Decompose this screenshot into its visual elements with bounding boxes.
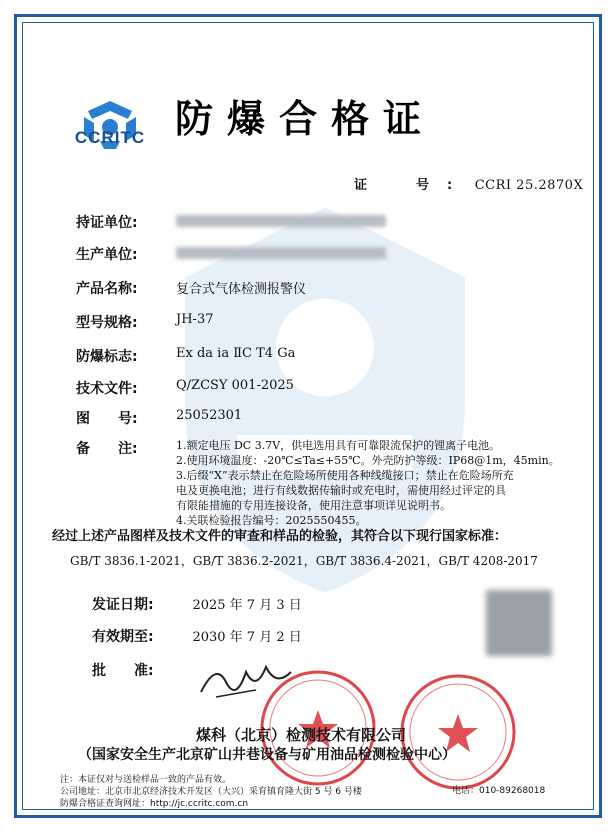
- qr-code-blurred: [486, 590, 552, 656]
- note-line: 电及更换电池；进行有线数据传输时或充电时，需使用经过评定的具: [176, 484, 506, 497]
- footer-website: 防爆合格证查询网址：http://jc.ccritc.com.cn: [60, 799, 249, 809]
- note-line: 4.关联检验报告编号：2025550455。: [176, 514, 367, 527]
- field-value: 复合式气体检测报警仪: [176, 282, 307, 297]
- right-stamp-icon: [398, 672, 518, 792]
- field-product-name: [76, 278, 307, 298]
- expiry-date: [92, 626, 302, 646]
- field-model: [76, 312, 214, 332]
- notes-text: [176, 438, 576, 528]
- field-manufacturer: [76, 244, 171, 264]
- certificate-title: 防爆合格证: [175, 97, 436, 141]
- field-value-blurred: [176, 212, 386, 231]
- date-label: 批 准:: [92, 663, 154, 679]
- footer-address: 公司地址：北京市北京经济技术开发区（大兴）采育镇育隆大街 5 号 6 号楼: [60, 787, 362, 797]
- field-tech-doc: [76, 378, 294, 398]
- field-drawing-no: [76, 408, 243, 428]
- field-value-blurred: [176, 244, 386, 263]
- field-holder: [76, 212, 171, 232]
- field-label: 产品名称:: [76, 281, 138, 297]
- note-line: 3.后缀“X”表示禁止在危险场所使用各种线缆接口；禁止在危险场所充: [176, 469, 514, 482]
- date-label: 发证日期:: [92, 597, 154, 613]
- field-label: 生产单位:: [76, 247, 138, 263]
- field-label: 图 号:: [76, 411, 138, 427]
- ccritc-logo-icon: [70, 82, 150, 172]
- note-line: 1.额定电压 DC 3.7V，供电选用具有可靠限流保护的锂离子电池。: [176, 439, 501, 452]
- date-value: 2025 年 7 月 3 日: [192, 598, 302, 613]
- issuer-center-name: （国家安全生产北京矿山井巷设备与矿用油品检测检验中心）: [78, 747, 456, 763]
- compliance-statement: 经过上述产品图样及技术文件的审查和样品的检验，其符合以下现行国家标准：: [52, 529, 508, 544]
- issuer-name: 煤科（北京）检测技术有限公司: [196, 726, 407, 744]
- field-value: JH-37: [176, 312, 214, 327]
- approval: [92, 660, 188, 680]
- date-value: 2030 年 7 月 2 日: [192, 630, 302, 645]
- footer-phone: 电话：010-89268018: [452, 786, 546, 796]
- field-value: Q/ZCSY 001-2025: [176, 378, 294, 393]
- cert-no-value: CCRI 25.2870X: [474, 178, 584, 193]
- issue-date: [92, 594, 302, 614]
- field-ex-marking: [76, 346, 296, 366]
- standards-list: GB/T 3836.1-2021，GB/T 3836.2-2021，GB/T 3836.4-2021，GB/T 4208-2017: [70, 554, 538, 568]
- field-value: Ex da ia ⅡC T4 Ga: [176, 346, 296, 361]
- field-label: 防爆标志:: [76, 349, 138, 365]
- note-line: 2.使用环境温度：-20℃≤Ta≤+55℃。外壳防护等级：IP68@1m，45min。: [176, 454, 560, 467]
- footer-note: 注：本证仅对与送检样品一致的产品有效。: [60, 775, 232, 785]
- certificate-number: [354, 174, 583, 193]
- logo-text: CCRITC: [74, 128, 146, 147]
- date-label: 有效期至:: [92, 629, 154, 645]
- field-notes: [76, 438, 171, 458]
- note-line: 有限能措施的专用连接设备，使用注意事项详见说明书。: [176, 499, 451, 512]
- field-label: 型号规格:: [76, 315, 138, 331]
- cert-no-label: 证 号:: [354, 178, 471, 193]
- field-label: 持证单位:: [76, 215, 138, 231]
- field-value: 25052301: [176, 408, 243, 423]
- field-label: 技术文件:: [76, 381, 138, 397]
- field-label: 备 注:: [76, 441, 138, 457]
